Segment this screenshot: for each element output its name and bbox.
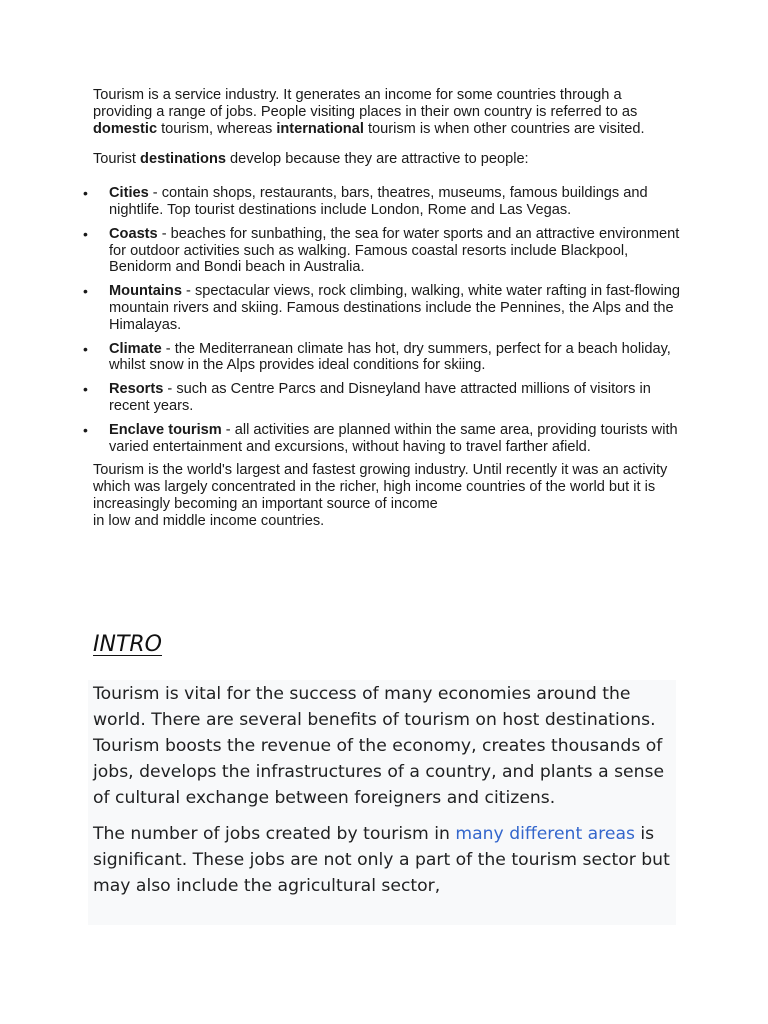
text-run: tourism, whereas	[157, 120, 277, 137]
list-item-term: Cities	[109, 185, 149, 202]
list-item-term: Mountains	[109, 283, 182, 300]
list-item	[83, 185, 683, 219]
list-item-term: Resorts	[109, 381, 164, 398]
tourism-overview-section	[83, 87, 683, 530]
bold-term-international: international	[276, 120, 364, 137]
intro-text-panel	[88, 680, 676, 925]
text-run: Tourism is a service industry. It generates an income for some countries through a providing a range of jobs. People visiting places in their own country is referred to as	[93, 87, 638, 120]
destination-types-list	[83, 185, 683, 455]
bold-term-destinations: destinations	[140, 151, 226, 168]
list-item	[83, 283, 683, 333]
list-item-text: - all activities are planned within the same area, providing tourists with varied entertainment and excursions, without having to travel farther afield.	[109, 421, 678, 455]
list-item	[83, 340, 683, 375]
bullet-icon: •	[83, 225, 88, 242]
intro-heading: INTRO	[93, 632, 162, 657]
list-item-term: Enclave tourism	[109, 421, 222, 438]
bullet-icon: •	[83, 185, 88, 202]
paragraph-benefits: Tourism is vital for the success of many economies around the world. There are several benefits of tourism on host destinations. Tourism boosts the revenue of the economy, creates thousands of jobs, develops the infrastructures of a country, and plants a sense of cultural exchange between foreigners and citizens.	[93, 684, 665, 808]
bold-term-domestic: domestic	[93, 120, 158, 137]
list-item-text: - spectacular views, rock climbing, walking, white water rafting in fast-flowing mountain rivers and skiing. Famous destinations include the Pennines, the Alps and the Himalayas.	[109, 283, 680, 333]
list-item-text: - the Mediterranean climate has hot, dry summers, perfect for a beach holiday, whilst snow in the Alps provides ideal conditions for skiing.	[109, 340, 671, 374]
list-item	[83, 225, 683, 276]
text-run: develop because they are attractive to people:	[226, 151, 529, 168]
text-run: Tourist	[93, 151, 141, 168]
list-item-text: - beaches for sunbathing, the sea for water sports and an attractive environment for outdoor activities such as walking. Famous coastal resorts include Blackpool, Benidorm and Bondi beach in Australia.	[109, 225, 680, 276]
bullet-icon: •	[83, 283, 88, 300]
list-item	[83, 421, 683, 456]
bullet-icon: •	[83, 340, 88, 357]
text-run: tourism is when other countries are visited.	[363, 120, 645, 137]
text-run: is significant. These jobs are not only a part of the tourism sector but may also include the agricultural sector,	[93, 824, 670, 896]
text-run: in low and middle income countries.	[93, 512, 325, 529]
list-item	[83, 381, 683, 415]
paragraph-destinations-intro	[93, 151, 683, 168]
paragraph-jobs	[88, 821, 676, 899]
link-many-different-areas[interactable]: many different areas	[455, 824, 635, 844]
list-item-term: Coasts	[109, 225, 158, 242]
text-run: The number of jobs created by tourism in	[93, 824, 456, 844]
list-item-text: - such as Centre Parcs and Disneyland have attracted millions of visitors in recent years.	[109, 381, 651, 414]
bullet-icon: •	[83, 421, 88, 438]
text-run: Tourism is the world's largest and fastest growing industry. Until recently it was an activity which was largely concentrated in the richer, high income countries of the world but it is increasingly becoming an important source of income	[93, 462, 668, 512]
list-item-term: Climate	[109, 340, 162, 357]
list-item-text: - contain shops, restaurants, bars, theatres, museums, famous buildings and nightlife. Top tourist destinations include London, Rome and Las Vegas.	[109, 185, 648, 218]
paragraph-growth	[93, 462, 683, 529]
paragraph-tourism-definition	[93, 87, 683, 137]
bullet-icon: •	[83, 381, 88, 398]
